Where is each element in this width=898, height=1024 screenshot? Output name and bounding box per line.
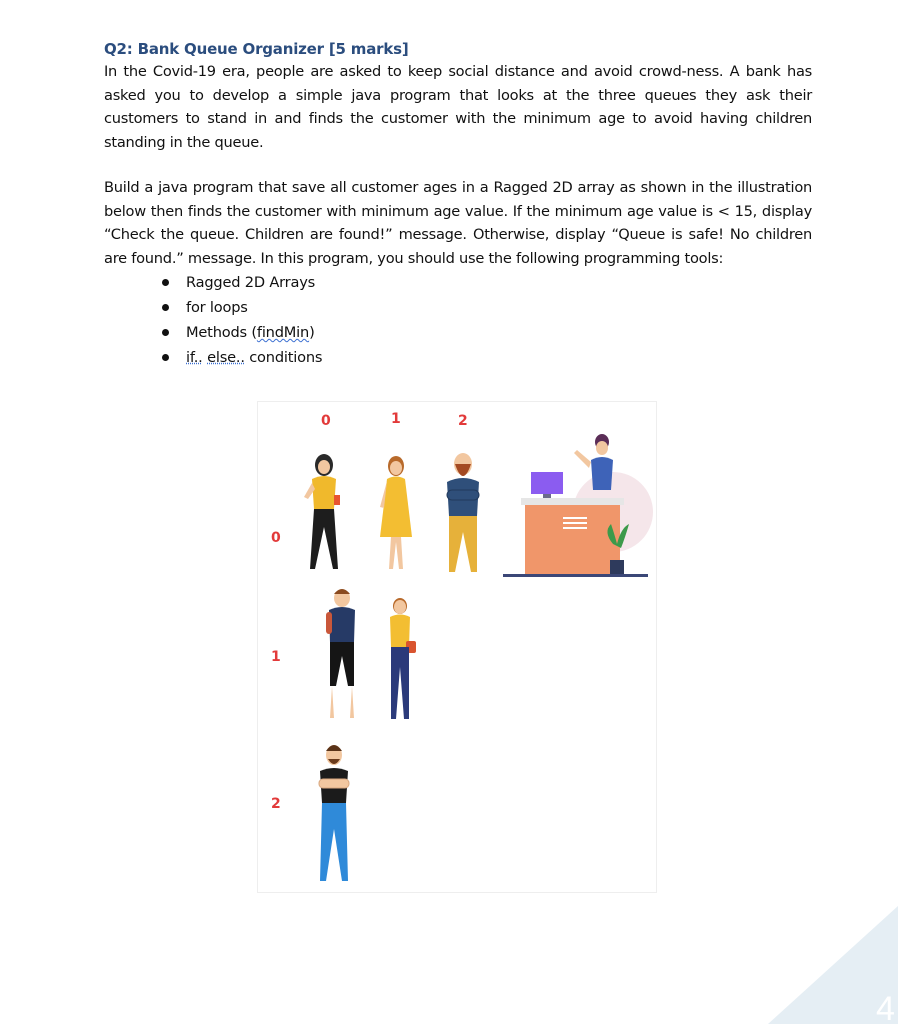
list-item: if.. else.. conditions <box>160 345 812 370</box>
spellcheck-word: findMin <box>256 324 310 341</box>
queue-illustration <box>257 401 657 893</box>
bullet-icon <box>162 279 169 286</box>
customer-figure <box>319 745 349 881</box>
people-drawing <box>258 402 656 892</box>
row-index: 0 <box>271 530 281 546</box>
column-index: 0 <box>321 413 331 429</box>
grammar-mark: else.. <box>207 349 245 366</box>
list-item: for loops <box>160 295 812 320</box>
intro-paragraph: In the Covid-19 era, people are asked to keep social distance and avoid crowd-ness. A bank has asked you to develop a simple java program that looks at the three queues they ask their customers to stand in and finds the customer with the minimum age to avoid having children standing in the queue. <box>104 63 812 151</box>
customer-figure <box>390 598 416 719</box>
bullet-icon <box>162 304 169 311</box>
page-corner-decoration <box>738 874 898 1024</box>
row-index: 2 <box>271 796 281 812</box>
question-title: Q2: Bank Queue Organizer [5 marks] <box>104 40 409 58</box>
column-index: 2 <box>458 413 468 429</box>
task-paragraph: Build a java program that save all customer ages in a Ragged 2D array as shown in the illustration below then finds the customer with minimum age value. If the minimum age value is < 15, display “Check the queue. Children are found!” message. Otherwise, display “Queue is safe! No children are found.” message. In this program, you should use the following programming tools: <box>104 179 812 267</box>
bullet-icon <box>162 354 169 361</box>
list-item: Ragged 2D Arrays <box>160 270 812 295</box>
customer-figure <box>304 454 340 569</box>
column-index: 1 <box>391 411 401 427</box>
customer-figure <box>380 456 412 569</box>
list-item: Methods (findMin) <box>160 320 812 345</box>
page-number: 4 <box>876 990 895 1024</box>
customer-figure <box>326 589 355 718</box>
bank-teller-desk <box>503 434 653 577</box>
grammar-mark: if.. <box>186 349 203 366</box>
document-body <box>104 38 812 370</box>
tools-list <box>104 270 812 370</box>
row-index: 1 <box>271 649 281 665</box>
customer-figure <box>447 453 479 572</box>
bullet-icon <box>162 329 169 336</box>
